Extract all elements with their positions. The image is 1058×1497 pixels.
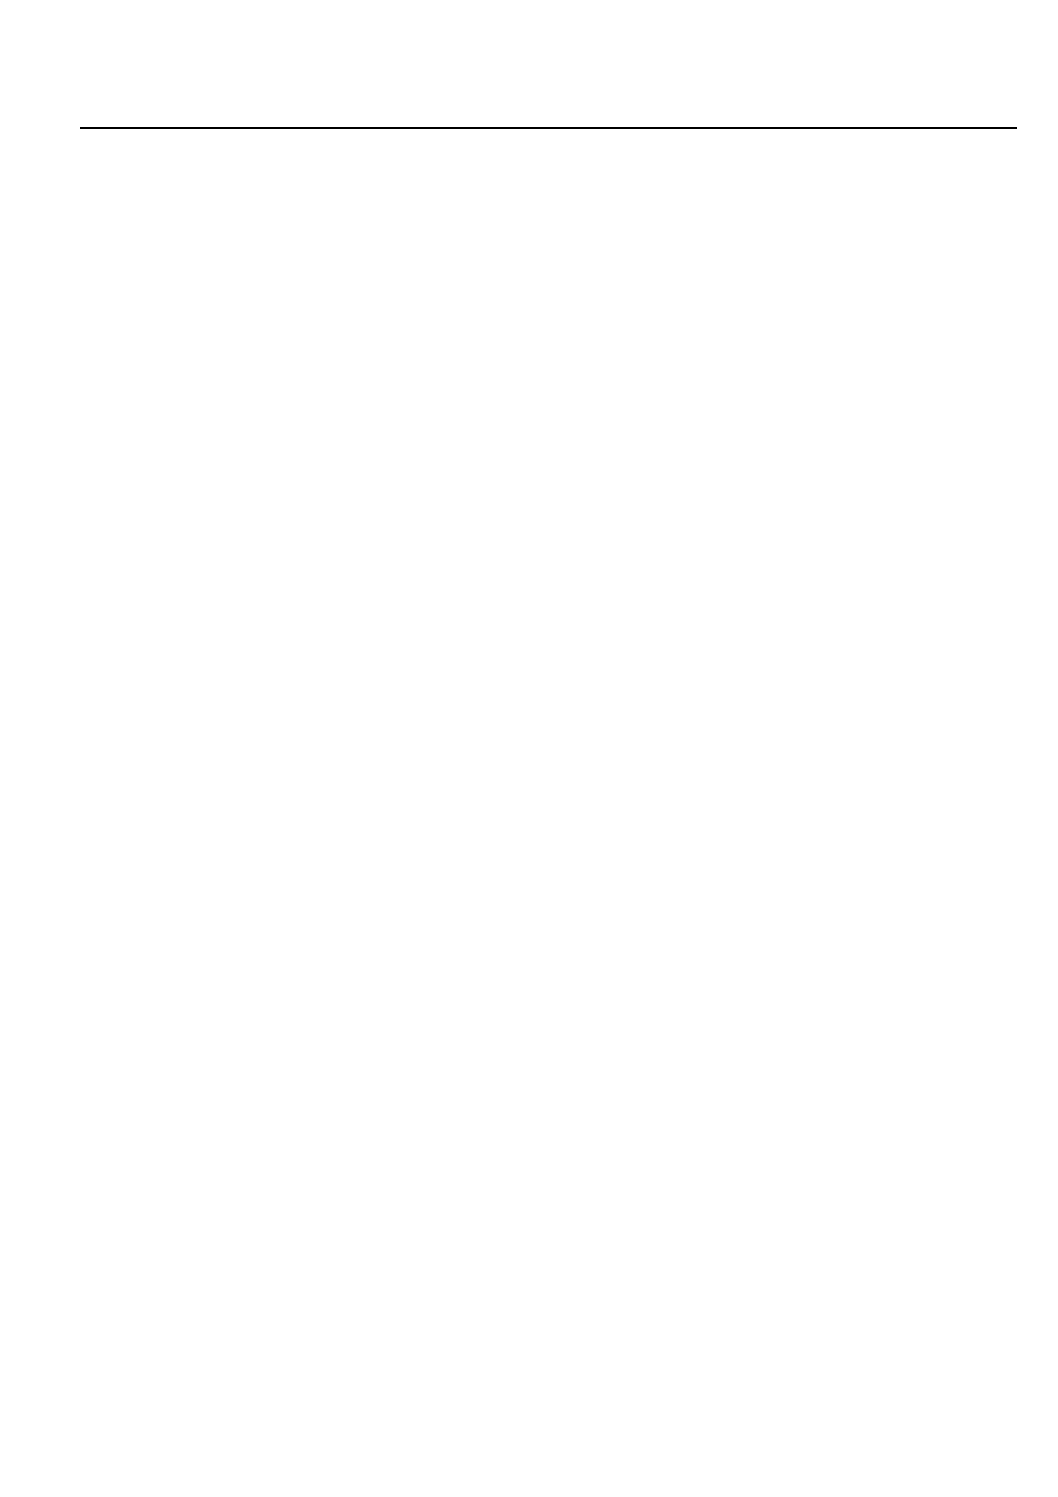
ranking-table bbox=[80, 127, 1017, 129]
